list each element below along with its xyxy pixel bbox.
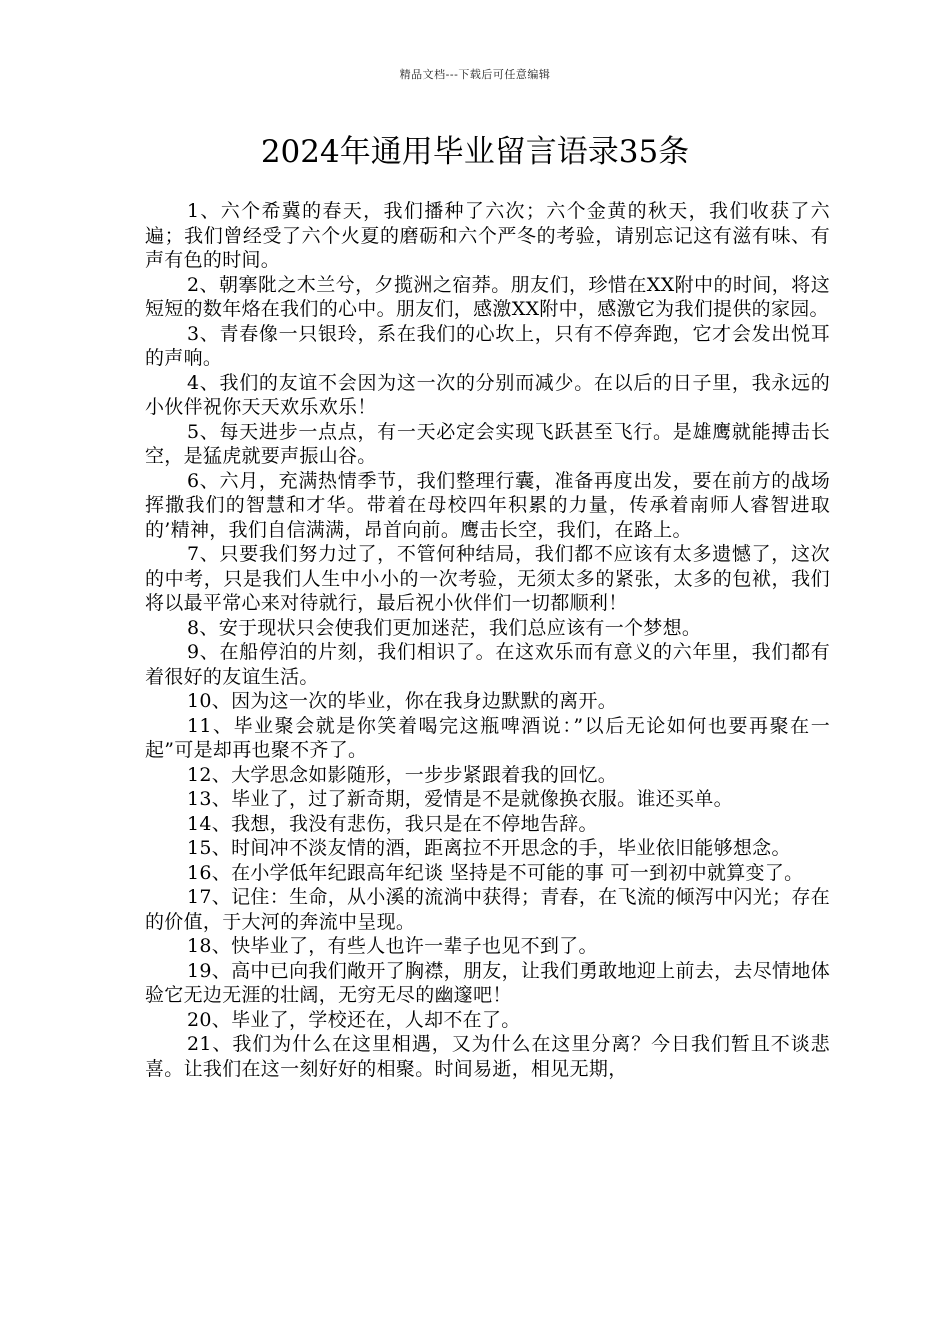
paragraph-4: 4、我们的友谊不会因为这一次的分别而减少。在以后的日子里，我永远的小伙伴祝你天天欢乐欢乐！ [145,371,830,418]
paragraph-18: 18、快毕业了，有些人也许一辈子也见不到了。 [187,935,598,957]
paragraph-20: 20、毕业了，学校还在，人却不在了。 [187,1008,521,1031]
paragraph-11: 11、毕业聚会就是你笑着喝完这瓶啤酒说：”以后无论如何也要再聚在一起”可是却再也聚不齐了。 [145,714,830,761]
page-header-note: 精品文档---下载后可任意编辑 [399,68,551,81]
paragraph-12: 12、大学思念如影随形，一步步紧跟着我的回忆。 [187,763,618,786]
paragraph-19: 19、高中已向我们敞开了胸襟，朋友，让我们勇敢地迎上前去，去尽情地体验它无边无涯的壮阔，无穷无尽的幽邃吧！ [145,959,830,1006]
paragraph-7: 7、只要我们努力过了，不管何种结局，我们都不应该有太多遗憾了，这次的中考，只是我们人生中小小的一次考验，无须太多的紧张，太多的包袱，我们将以最平常心来对待就行，最后祝小伙伴们一切都顺利！ [145,543,830,614]
paragraph-16: 16、在小学低年纪跟高年纪谈 坚持是不可能的事 可一到初中就算变了。 [187,861,804,884]
paragraph-2: 2、朝搴阰之木兰兮，夕揽洲之宿莽。朋友们，珍惜在XX附中的时间，将这短短的数年烙在我们的心中。朋友们，感激XX附中，感激它为我们提供的家园。 [145,273,830,320]
paragraph-17: 17、记住：生命，从小溪的流淌中获得；青春，在飞流的倾泻中闪光；存在的价值，于大河的奔流中呈现。 [145,886,830,933]
paragraph-21: 21、我们为什么在这里相遇，又为什么在这里分离？今日我们暂且不谈悲喜。让我们在这一刻好好的相聚。时间易逝，相见无期， [145,1033,830,1080]
paragraph-15: 15、时间冲不淡友情的酒，距离拉不开思念的手，毕业依旧能够想念。 [187,837,791,859]
paragraph-6: 6、六月，充满热情季节，我们整理行囊，准备再度出发，要在前方的战场挥撒我们的智慧和才华。带着在母校四年积累的力量，传承着南师人睿智进取的’精神，我们自信满满，昂首向前。鹰击长空，我们，在路上。 [145,469,830,541]
document-title: 2024年通用毕业留言语录35条 [260,134,690,170]
paragraph-10: 10、因为这一次的毕业，你在我身边默默的离开。 [187,690,618,712]
paragraph-5: 5、每天进步一点点，有一天必定会实现飞跃甚至飞行。是雄鹰就能搏击长空，是猛虎就要声振山谷。 [145,420,830,467]
paragraph-14: 14、我想，我没有悲伤，我只是在不停地告辞。 [187,812,598,835]
paragraph-3: 3、青春像一只银玲，系在我们的心坎上，只有不停奔跑，它才会发出悦耳的声响。 [145,322,830,369]
paragraph-1: 1、六个希冀的春天，我们播种了六次；六个金黄的秋天，我们收获了六遍；我们曾经受了六个火夏的磨砺和六个严冬的考验，请别忘记这有滋有味、有声有色的时间。 [145,200,830,271]
paragraph-8: 8、安于现状只会使我们更加迷茫，我们总应该有一个梦想。 [187,616,702,639]
paragraph-9: 9、在船停泊的片刻，我们相识了。在这欢乐而有意义的六年里，我们都有着很好的友谊生活。 [145,641,830,688]
paragraph-13: 13、毕业了，过了新奇期，爱情是不是就像换衣服。谁还买单。 [187,788,733,810]
document-body [145,199,830,1259]
